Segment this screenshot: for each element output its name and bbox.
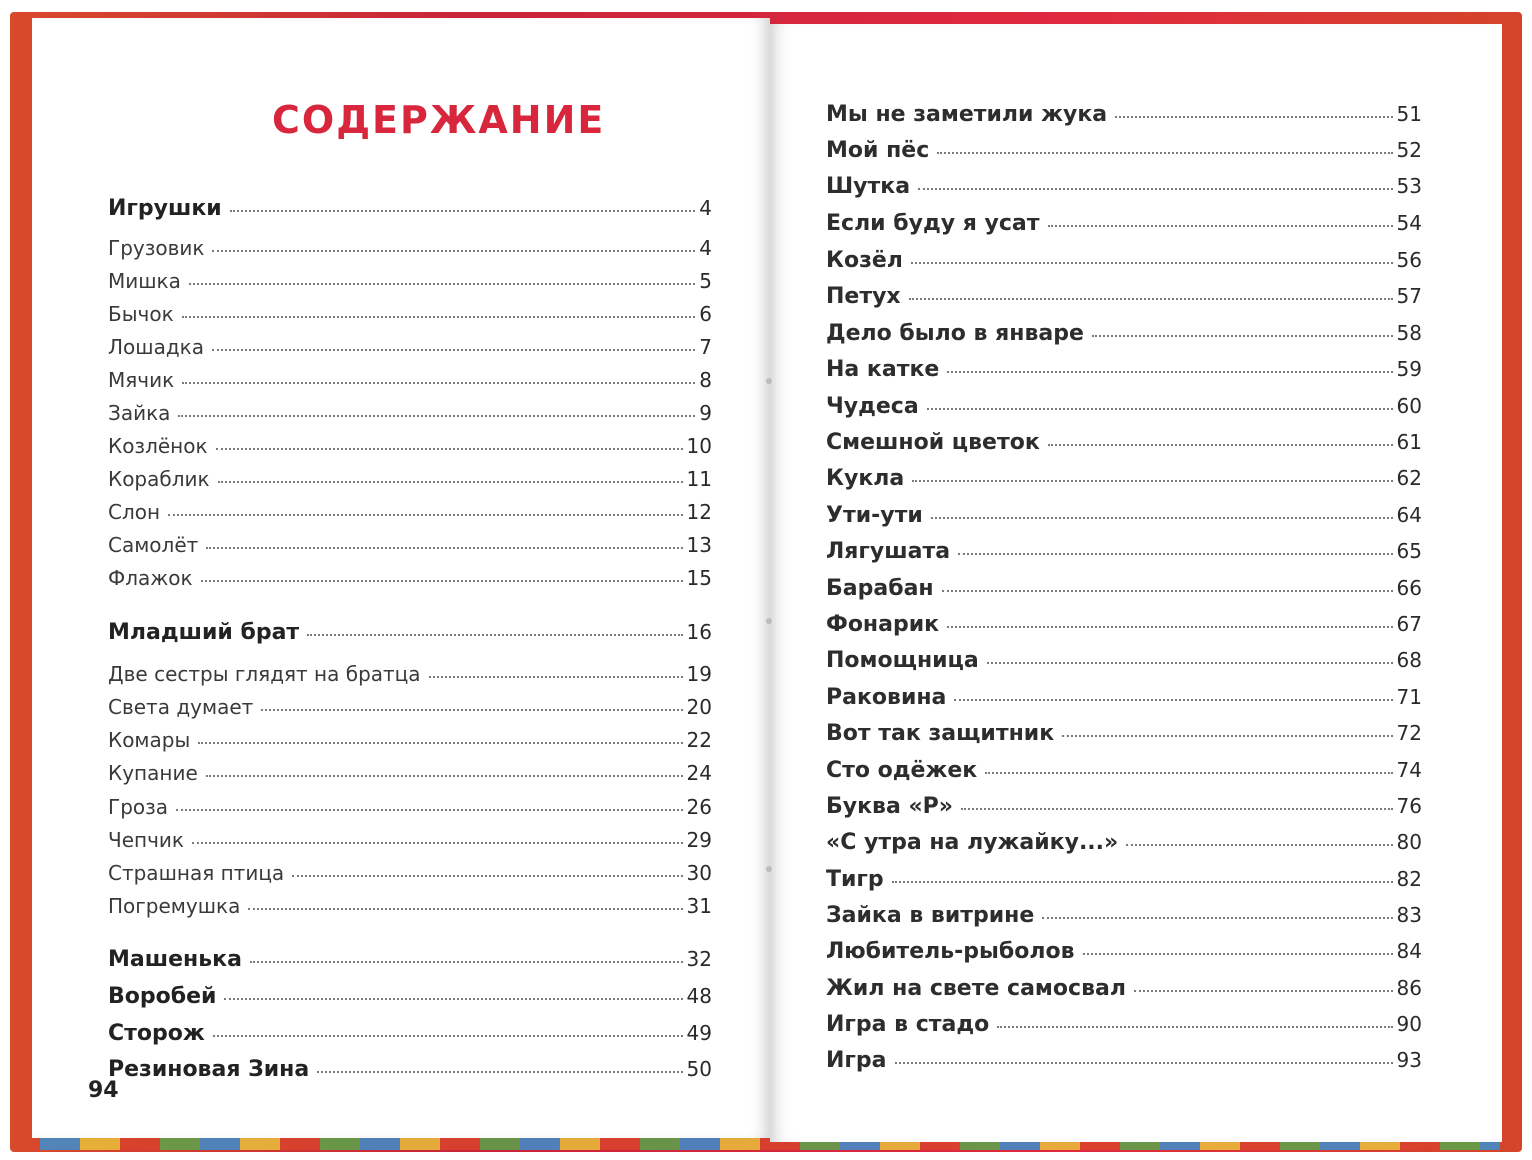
toc-entry xyxy=(108,795,712,825)
toc-entry xyxy=(108,1021,712,1051)
toc-entry xyxy=(826,430,1422,460)
toc-entry xyxy=(108,761,712,791)
toc-entry xyxy=(826,1048,1422,1078)
toc-entry-page-number: 76 xyxy=(1396,794,1422,818)
toc-entry-page-number: 12 xyxy=(686,500,712,524)
toc-entry xyxy=(826,394,1422,424)
toc-entry-title: Ути-ути xyxy=(826,503,923,528)
dot-leader xyxy=(931,516,1393,519)
toc-entry-title: Погремушка xyxy=(108,894,241,918)
toc-entry xyxy=(108,1057,712,1087)
dot-leader xyxy=(230,209,696,212)
toc-entry-page-number: 4 xyxy=(699,236,712,260)
toc-entry xyxy=(108,861,712,891)
dot-leader xyxy=(985,771,1392,774)
toc-entry-title: Флажок xyxy=(108,566,193,590)
toc-entry-title: Бычок xyxy=(108,302,174,326)
toc-entry-page-number: 86 xyxy=(1396,976,1422,1000)
dot-leader xyxy=(1092,334,1393,337)
toc-entry-title: Самолёт xyxy=(108,533,199,557)
dot-leader xyxy=(937,151,1392,154)
toc-entry-title: Вот так защитник xyxy=(826,721,1055,746)
toc-entry-page-number: 71 xyxy=(1396,685,1422,709)
toc-entry-title: Любитель-рыболов xyxy=(826,939,1075,964)
toc-entry-page-number: 67 xyxy=(1396,612,1422,636)
toc-entry xyxy=(826,794,1422,824)
toc-entry-page-number: 29 xyxy=(686,828,712,852)
toc-entry-page-number: 6 xyxy=(699,302,712,326)
dot-leader xyxy=(961,807,1393,810)
toc-entry xyxy=(826,211,1422,241)
dot-leader xyxy=(958,552,1393,555)
toc-entry xyxy=(826,1012,1422,1042)
toc-entry-page-number: 53 xyxy=(1396,174,1422,198)
toc-entry-title: Машенька xyxy=(108,947,242,972)
toc-entry-title: Игрушки xyxy=(108,196,222,221)
dot-leader xyxy=(911,261,1393,264)
toc-entry-title: Барабан xyxy=(826,576,934,601)
toc-entry-title: Мой пёс xyxy=(826,138,930,163)
toc-entry-title: Игра в стадо xyxy=(826,1012,990,1037)
toc-entry xyxy=(826,357,1422,387)
toc-entry-page-number: 83 xyxy=(1396,903,1422,927)
toc-entry-title: Тигр xyxy=(826,867,884,892)
dot-leader xyxy=(892,880,1393,883)
dot-leader xyxy=(317,1070,682,1073)
dot-leader xyxy=(250,960,683,963)
dot-leader xyxy=(212,249,695,252)
toc-entry xyxy=(826,102,1422,132)
toc-entry-title: Дело было в январе xyxy=(826,321,1084,346)
toc-entry-page-number: 19 xyxy=(686,662,712,686)
dot-leader xyxy=(954,698,1392,701)
toc-entry-title: Шутка xyxy=(826,174,911,199)
dot-leader xyxy=(1062,734,1392,737)
toc-entry-page-number: 72 xyxy=(1396,721,1422,745)
dot-leader xyxy=(212,348,695,351)
toc-entry-page-number: 26 xyxy=(686,795,712,819)
toc-entry xyxy=(108,368,712,398)
dot-leader xyxy=(1048,224,1393,227)
toc-entry-title: Зайка в витрине xyxy=(826,903,1035,928)
toc-entry xyxy=(826,830,1422,860)
toc-entry-title: Слон xyxy=(108,500,161,524)
toc-entry-title: Мячик xyxy=(108,368,175,392)
toc-entry-title: Кораблик xyxy=(108,467,210,491)
toc-entry-title: Грузовик xyxy=(108,236,205,260)
toc-entry-page-number: 5 xyxy=(699,269,712,293)
toc-entry xyxy=(826,758,1422,788)
dot-leader xyxy=(947,370,1392,373)
toc-entry xyxy=(108,401,712,431)
toc-entry-page-number: 57 xyxy=(1396,284,1422,308)
toc-entry-title: Младший брат xyxy=(108,620,300,645)
dot-leader xyxy=(213,1034,683,1037)
toc-entry-title: Лошадка xyxy=(108,335,204,359)
dot-leader xyxy=(1048,443,1393,446)
toc-entry-page-number: 7 xyxy=(699,335,712,359)
toc-entry xyxy=(108,947,712,977)
toc-entry-page-number: 8 xyxy=(699,368,712,392)
toc-entry-page-number: 32 xyxy=(686,947,712,971)
toc-entry xyxy=(826,939,1422,969)
toc-entry-page-number: 10 xyxy=(686,434,712,458)
toc-entry-page-number: 66 xyxy=(1396,576,1422,600)
toc-entry-title: Купание xyxy=(108,761,198,785)
toc-entry-title: Чудеса xyxy=(826,394,919,419)
toc-entry-page-number: 31 xyxy=(686,894,712,918)
toc-entry xyxy=(826,867,1422,897)
toc-entry-title: Петух xyxy=(826,284,901,309)
toc-entry-title: На катке xyxy=(826,357,940,382)
dot-leader xyxy=(224,997,682,1000)
toc-entry xyxy=(826,539,1422,569)
toc-entry xyxy=(826,612,1422,642)
left-page xyxy=(32,18,770,1138)
dot-leader xyxy=(927,407,1393,410)
toc-entry xyxy=(108,434,712,464)
toc-entry xyxy=(826,576,1422,606)
toc-entry xyxy=(826,248,1422,278)
toc-entry-title: Воробей xyxy=(108,984,217,1009)
dot-leader xyxy=(206,546,682,549)
toc-entry-page-number: 64 xyxy=(1396,503,1422,527)
dot-leader xyxy=(176,808,683,811)
toc-entry-title: Кукла xyxy=(826,466,905,491)
toc-entry xyxy=(826,503,1422,533)
toc-entry-title: Козёл xyxy=(826,248,903,273)
toc-entry-page-number: 9 xyxy=(699,401,712,425)
toc-entry-title: Сто одёжек xyxy=(826,758,978,783)
toc-entry xyxy=(108,302,712,332)
toc-entry-page-number: 61 xyxy=(1396,430,1422,454)
toc-entry-page-number: 54 xyxy=(1396,211,1422,235)
toc-entry xyxy=(108,335,712,365)
dot-leader xyxy=(997,1025,1392,1028)
toc-entry-title: «С утра на лужайку...» xyxy=(826,830,1119,855)
dot-leader xyxy=(206,774,683,777)
toc-entry xyxy=(826,721,1422,751)
toc-entry xyxy=(826,685,1422,715)
toc-entry-page-number: 56 xyxy=(1396,248,1422,272)
dot-leader xyxy=(1083,952,1393,955)
toc-entry-page-number: 90 xyxy=(1396,1012,1422,1036)
dot-leader xyxy=(189,282,695,285)
page-title: СОДЕРЖАНИЕ xyxy=(272,98,606,142)
dot-leader xyxy=(201,579,683,582)
toc-entry xyxy=(108,662,712,692)
binding-stitch xyxy=(766,866,772,872)
toc-entry-page-number: 11 xyxy=(686,467,712,491)
toc-entry-page-number: 50 xyxy=(686,1057,712,1081)
toc-entry-title: Чепчик xyxy=(108,828,184,852)
dot-leader xyxy=(261,708,682,711)
page-number: 94 xyxy=(88,1078,119,1103)
toc-entry-title: Помощница xyxy=(826,648,979,673)
toc-entry-title: Мы не заметили жука xyxy=(826,102,1108,127)
toc-entry-title: Козлёнок xyxy=(108,434,208,458)
toc-entry xyxy=(826,138,1422,168)
toc-entry-title: Мишка xyxy=(108,269,181,293)
toc-entry xyxy=(826,466,1422,496)
toc-entry-page-number: 22 xyxy=(686,728,712,752)
dot-leader xyxy=(942,589,1393,592)
toc-entry-page-number: 30 xyxy=(686,861,712,885)
dot-leader xyxy=(918,187,1393,190)
dot-leader xyxy=(248,907,682,910)
dot-leader xyxy=(182,315,696,318)
binding-stitch xyxy=(766,378,772,384)
toc-entry-title: Резиновая Зина xyxy=(108,1057,310,1082)
dot-leader xyxy=(307,633,682,636)
dot-leader xyxy=(168,513,682,516)
toc-entry-page-number: 60 xyxy=(1396,394,1422,418)
toc-entry-page-number: 82 xyxy=(1396,867,1422,891)
toc-entry-title: Фонарик xyxy=(826,612,940,637)
right-page xyxy=(770,24,1502,1142)
toc-entry-page-number: 4 xyxy=(699,196,712,220)
dot-leader xyxy=(1042,916,1392,919)
toc-entry-title: Зайка xyxy=(108,401,171,425)
toc-entry xyxy=(108,620,712,650)
toc-entry xyxy=(826,903,1422,933)
toc-entry-page-number: 20 xyxy=(686,695,712,719)
dot-leader xyxy=(178,414,695,417)
toc-entry-title: Игра xyxy=(826,1048,887,1073)
toc-entry-page-number: 58 xyxy=(1396,321,1422,345)
dot-leader xyxy=(912,479,1392,482)
toc-entry-page-number: 51 xyxy=(1396,102,1422,126)
toc-entry-page-number: 68 xyxy=(1396,648,1422,672)
toc-entry xyxy=(108,236,712,266)
toc-entry-page-number: 52 xyxy=(1396,138,1422,162)
toc-entry xyxy=(826,321,1422,351)
toc-entry xyxy=(826,648,1422,678)
dot-leader xyxy=(1134,989,1393,992)
binding-stitch xyxy=(766,618,772,624)
toc-entry xyxy=(108,467,712,497)
toc-entry xyxy=(108,533,712,563)
toc-entry-title: Света думает xyxy=(108,695,254,719)
dot-leader xyxy=(1126,843,1392,846)
toc-entry xyxy=(108,894,712,924)
toc-entry-page-number: 62 xyxy=(1396,466,1422,490)
toc-entry-page-number: 80 xyxy=(1396,830,1422,854)
toc-entry-page-number: 15 xyxy=(686,566,712,590)
toc-entry xyxy=(108,728,712,758)
dot-leader xyxy=(218,480,683,483)
toc-entry-title: Страшная птица xyxy=(108,861,285,885)
toc-entry-page-number: 16 xyxy=(686,620,712,644)
dot-leader xyxy=(1115,115,1392,118)
toc-entry-title: Буква «Р» xyxy=(826,794,954,819)
toc-entry xyxy=(826,284,1422,314)
toc-entry-page-number: 48 xyxy=(686,984,712,1008)
dot-leader xyxy=(182,381,695,384)
toc-entry xyxy=(826,976,1422,1006)
dot-leader xyxy=(947,625,1392,628)
toc-entry xyxy=(108,828,712,858)
toc-entry xyxy=(108,566,712,596)
toc-entry xyxy=(108,500,712,530)
toc-entry-title: Гроза xyxy=(108,795,169,819)
toc-entry xyxy=(108,695,712,725)
dot-leader xyxy=(429,675,683,678)
toc-entry-page-number: 13 xyxy=(686,533,712,557)
toc-entry xyxy=(108,984,712,1014)
toc-entry-title: Раковина xyxy=(826,685,947,710)
toc-entry xyxy=(108,269,712,299)
toc-entry-title: Две сестры глядят на братца xyxy=(108,662,421,686)
dot-leader xyxy=(198,741,682,744)
dot-leader xyxy=(895,1061,1393,1064)
toc-entry xyxy=(108,196,712,226)
toc-entry xyxy=(826,174,1422,204)
toc-entry-title: Если буду я усат xyxy=(826,211,1040,236)
toc-entry-title: Смешной цветок xyxy=(826,430,1040,455)
dot-leader xyxy=(909,297,1393,300)
dot-leader xyxy=(192,841,683,844)
dot-leader xyxy=(292,874,682,877)
toc-entry-page-number: 93 xyxy=(1396,1048,1422,1072)
toc-entry-page-number: 84 xyxy=(1396,939,1422,963)
toc-entry-page-number: 59 xyxy=(1396,357,1422,381)
toc-entry-page-number: 74 xyxy=(1396,758,1422,782)
toc-entry-title: Жил на свете самосвал xyxy=(826,976,1126,1001)
toc-entry-page-number: 49 xyxy=(686,1021,712,1045)
toc-entry-page-number: 65 xyxy=(1396,539,1422,563)
toc-entry-page-number: 24 xyxy=(686,761,712,785)
toc-entry-title: Сторож xyxy=(108,1021,205,1046)
dot-leader xyxy=(216,447,683,450)
toc-entry-title: Лягушата xyxy=(826,539,951,564)
dot-leader xyxy=(987,661,1393,664)
toc-entry-title: Комары xyxy=(108,728,191,752)
